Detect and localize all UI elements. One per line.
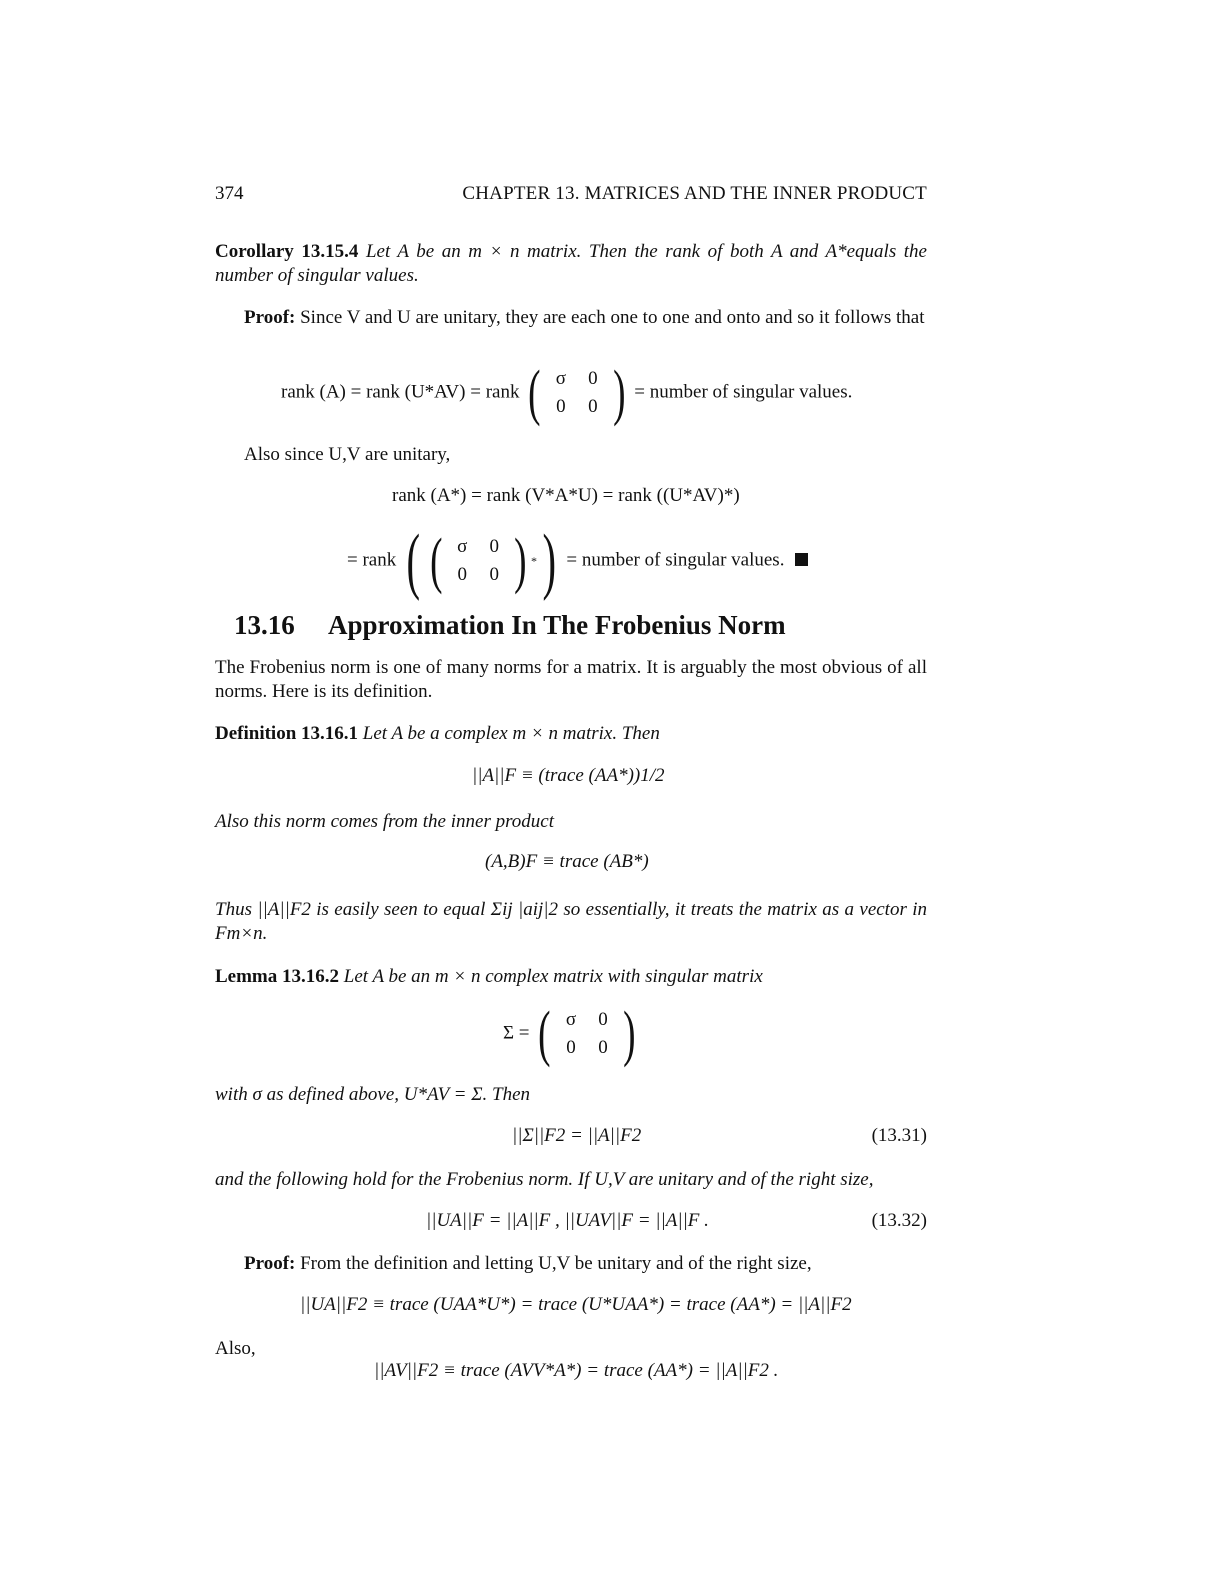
equation-text: = rank (347, 549, 397, 571)
page-number: 374 (215, 183, 244, 204)
equation-text: = number of singular values. (566, 549, 785, 571)
definition-label: Definition 13.16.1 (215, 723, 359, 744)
matrix-cell: 0 (588, 368, 598, 389)
section-heading (234, 610, 786, 641)
trace-equation: ||UA||F2 ≡ trace (UAA*U*) = trace (U*UAA*) = trace (AA*) = ||A||F2 (300, 1294, 852, 1315)
section-number: 13.16 (234, 610, 295, 640)
also-text: Also, (215, 1338, 256, 1359)
definition (215, 722, 927, 746)
corollary-text: Let A be an m × n matrix. Then the rank of both A and A*equals the number of singular values. (215, 241, 927, 286)
proof-text: Since V and U are unitary, they are each one to one and onto and so it follows that (300, 307, 925, 328)
corollary (215, 240, 927, 288)
inner-product-equation: (A,B)F ≡ trace (AB*) (485, 851, 649, 872)
lemma (215, 965, 927, 989)
equation-number: (13.32) (871, 1210, 927, 1231)
matrix-cell: 0 (598, 1037, 608, 1058)
rank-adjoint-equation-continued (347, 520, 808, 602)
lemma-text: Let A be an m × n complex matrix with singular matrix (343, 966, 763, 987)
frobenius-remark: Thus ||A||F2 is easily seen to equal Σij |aij|2 so essentially, it treats the matrix as a vector in Fm×n. (215, 899, 927, 944)
section-title: Approximation In The Frobenius Norm (328, 610, 786, 640)
matrix-cell: 0 (566, 1037, 576, 1058)
proof-text: From the definition and letting U,V be unitary and of the right size, (300, 1253, 812, 1274)
proof-paragraph (215, 306, 927, 330)
sigma-matrix: ( σ 0 0 0 ) (528, 359, 626, 427)
rank-equation-lhs: rank (A) = rank (U*AV) = rank (281, 381, 520, 403)
matrix-cell: σ (457, 536, 468, 557)
equation-13-32: ||UA||F = ||A||F , ||UAV||F = ||A||F . (426, 1210, 709, 1231)
matrix-cell: 0 (457, 564, 468, 585)
proof-paragraph (215, 1252, 927, 1276)
lemma-following: and the following hold for the Frobenius norm. If U,V are unitary and of the right size, (215, 1169, 874, 1190)
equation-13-31: ||Σ||F2 = ||A||F2 (512, 1125, 642, 1146)
definition-text: Let A be a complex m × n matrix. Then (362, 723, 660, 744)
rank-equation (281, 359, 853, 427)
corollary-label: Corollary 13.15.4 (215, 241, 359, 262)
trace-equation-av: ||AV||F2 ≡ trace (AVV*A*) = trace (AA*) = ||A||F2 . (374, 1360, 779, 1381)
matrix-cell: 0 (598, 1009, 608, 1030)
equation-text: Σ = (503, 1022, 530, 1044)
running-title: CHAPTER 13. MATRICES AND THE INNER PRODUCT (462, 183, 927, 204)
equation-number: (13.31) (871, 1125, 927, 1146)
matrix-cell: σ (555, 368, 566, 389)
matrix-cell: 0 (489, 564, 500, 585)
frobenius-norm-equation: ||A||F ≡ (trace (AA*))1/2 (472, 765, 665, 786)
sigma-matrix: ( σ 0 0 0 ) (538, 1000, 636, 1068)
outer-paren-matrix: ( ( σ 0 0 0 ) * ) (406, 520, 557, 602)
section-intro: The Frobenius norm is one of many norms for a matrix. It is arguably the most obvious of all norms. Here is its definition. (215, 657, 927, 702)
rank-equation-rhs: = number of singular values. (634, 381, 853, 403)
matrix-cell: 0 (588, 396, 598, 417)
proof-label: Proof: (244, 1253, 296, 1274)
matrix-cell: σ (565, 1009, 577, 1030)
inner-product-text: Also this norm comes from the inner product (215, 811, 554, 832)
matrix-cell: 0 (489, 536, 500, 557)
matrix-cell: 0 (556, 396, 566, 417)
qed-square-icon (795, 553, 808, 566)
sigma-definition (503, 1000, 640, 1068)
proof-label: Proof: (244, 307, 296, 328)
also-unitary: Also since U,V are unitary, (244, 444, 451, 465)
rank-adjoint-equation: rank (A*) = rank (V*A*U) = rank ((U*AV)*) (392, 485, 740, 506)
lemma-condition: with σ as defined above, U*AV = Σ. Then (215, 1084, 531, 1105)
lemma-label: Lemma 13.16.2 (215, 966, 340, 987)
